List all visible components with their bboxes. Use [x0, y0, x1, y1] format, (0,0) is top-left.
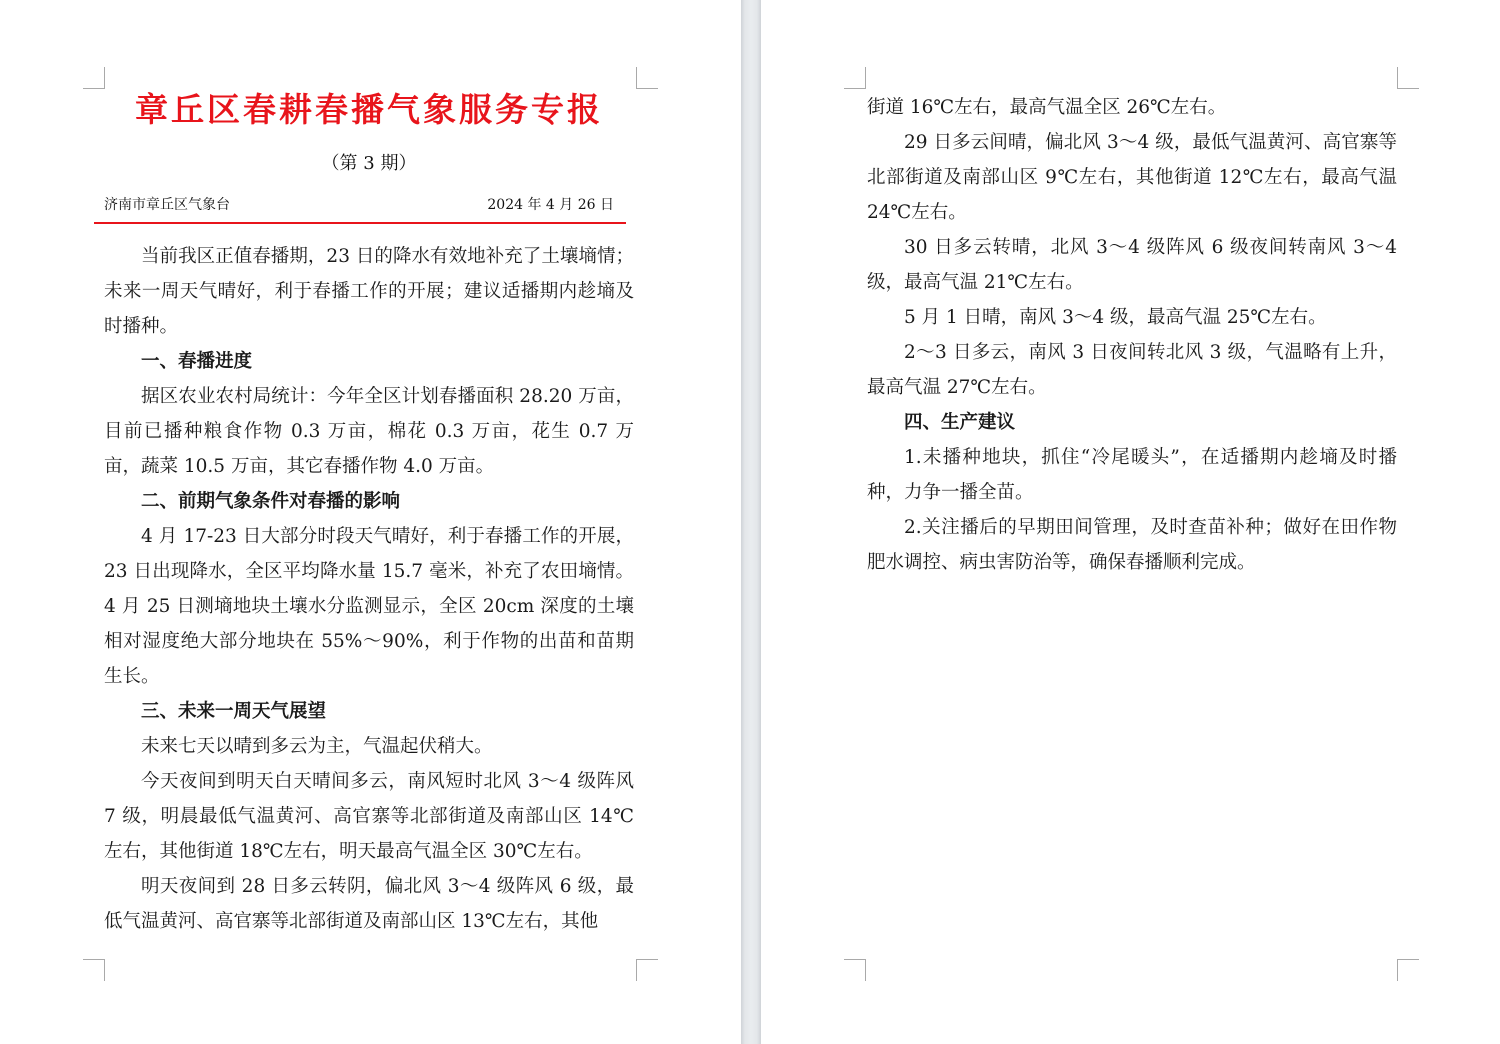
section-3-paragraph-1[interactable]: 未来七天以晴到多云为主，气温起伏稍大。: [141, 736, 493, 757]
section-3-paragraph-2[interactable]: 今天夜间到明天白天晴间多云，南风短时北风 3～4 级阵风 7 级，明晨最低气温黄河、高官寨等北部街道及南部山区 14℃左右，其他街道 18℃左右，明天最高气温全区 30℃左右。: [104, 771, 634, 862]
issue-date: 2024 年 4 月 26 日: [487, 197, 614, 213]
section-2-paragraph[interactable]: 4 月 17-23 日大部分时段天气晴好，利于春播工作的开展，23 日出现降水，全区平均降水量 15.7 毫米，补充了农田墒情。4 月 25 日测墒地块土壤水分监测显示，全区 20cm 深度的土壤相对湿度绝大部分地块在 55%～90%，利于作物的出苗和苗期生长。: [104, 526, 634, 687]
crop-mark-bottom-left: [844, 959, 866, 981]
advice-1[interactable]: 1.未播种地块，抓住“冷尾暖头”，在适播期内趁墒及时播种，力争一播全苗。: [867, 447, 1397, 503]
document-page-1: [0, 0, 741, 1044]
crop-mark-top-right: [636, 67, 658, 89]
report-meta: [104, 195, 614, 215]
issuing-organization: 济南市章丘区气象台: [104, 197, 230, 213]
document-page-2: [761, 0, 1500, 1044]
forecast-may-1[interactable]: 5 月 1 日晴，南风 3～4 级，最高气温 25℃左右。: [904, 307, 1327, 328]
crop-mark-bottom-right: [636, 959, 658, 981]
page-2-body: [867, 90, 1397, 580]
crop-mark-top-right: [1397, 67, 1419, 89]
section-3-paragraph-3[interactable]: 明天夜间到 28 日多云转阴，偏北风 3～4 级阵风 6 级，最低气温黄河、高官寨等北部街道及南部山区 13℃左右，其他: [104, 876, 634, 932]
page-gap: [741, 0, 761, 1044]
forecast-day-30[interactable]: 30 日多云转晴，北风 3～4 级阵风 6 级夜间转南风 3～4 级，最高气温 21℃左右。: [867, 237, 1397, 293]
crop-mark-bottom-left: [83, 959, 105, 981]
forecast-may-2-3[interactable]: 2～3 日多云，南风 3 日夜间转北风 3 级，气温略有上升，最高气温 27℃左右。: [867, 342, 1397, 398]
forecast-day-29[interactable]: 29 日多云间晴，偏北风 3～4 级，最低气温黄河、高官寨等北部街道及南部山区 9℃左右，其他街道 12℃左右，最高气温 24℃左右。: [867, 132, 1397, 223]
report-title: 章丘区春耕春播气象服务专报: [135, 90, 603, 129]
section-3-heading[interactable]: 三、未来一周天气展望: [141, 701, 327, 722]
advice-2[interactable]: 2.关注播后的早期田间管理，及时查苗补种；做好在田作物肥水调控、病虫害防治等，确保春播顺利完成。: [867, 517, 1397, 573]
crop-mark-top-left: [83, 67, 105, 89]
continuation-line[interactable]: 街道 16℃左右，最高气温全区 26℃左右。: [867, 97, 1227, 118]
intro-paragraph[interactable]: 当前我区正值春播期，23 日的降水有效地补充了土壤墒情；未来一周天气晴好，利于春播工作的开展；建议适播期内趁墒及时播种。: [104, 246, 634, 337]
crop-mark-bottom-right: [1397, 959, 1419, 981]
section-1-paragraph[interactable]: 据区农业农村局统计：今年全区计划春播面积 28.20 万亩，目前已播种粮食作物 0.3 万亩，棉花 0.3 万亩，花生 0.7 万亩，蔬菜 10.5 万亩，其它春播作物 4.0 万亩。: [104, 386, 634, 477]
page-1-body: [104, 239, 634, 939]
section-2-heading[interactable]: 二、前期气象条件对春播的影响: [141, 491, 401, 512]
header-red-rule: [94, 222, 626, 224]
issue-number: （第 3 期）: [321, 153, 417, 174]
section-4-heading[interactable]: 四、生产建议: [904, 412, 1016, 433]
section-1-heading[interactable]: 一、春播进度: [141, 351, 253, 372]
crop-mark-top-left: [844, 67, 866, 89]
